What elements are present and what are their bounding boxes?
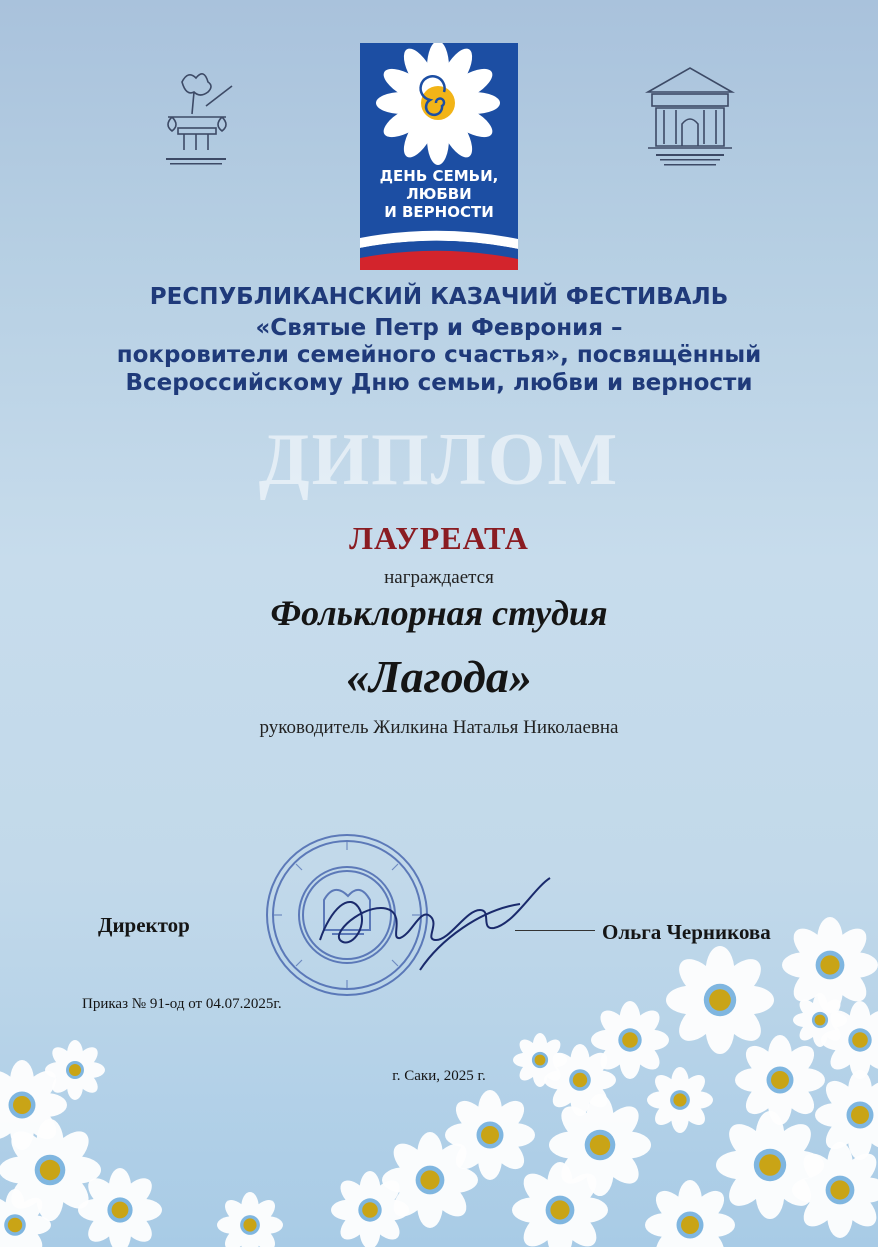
awarded-text: награждается <box>384 567 494 588</box>
ministry-culture-logo <box>150 62 242 172</box>
festival-heading-line-3: покровители семейного счастья», посвящённый <box>116 342 762 368</box>
order-reference: Приказ № 91-од от 04.07.2025г. <box>82 996 282 1012</box>
director-name: Ольга Черникова <box>602 920 771 944</box>
festival-heading-line-4: Всероссийскому Дню семьи, любви и верности <box>125 370 753 396</box>
place-and-year: г. Саки, 2025 г. <box>392 1068 486 1084</box>
diploma-title: ДИПЛОМ <box>258 419 620 501</box>
festival-heading-line-2: «Святые Петр и Феврония – <box>255 315 623 341</box>
recipient-organization: Фольклорная студия <box>270 593 608 633</box>
folk-art-center-logo <box>638 62 742 172</box>
director-signature <box>300 870 560 980</box>
emblem-title-line-2: ЛЮБВИ <box>406 185 472 203</box>
family-day-emblem <box>360 43 518 270</box>
director-label: Директор <box>98 913 190 937</box>
emblem-title-line-3: И ВЕРНОСТИ <box>384 203 494 221</box>
laureate-title: ЛАУРЕАТА <box>349 520 529 556</box>
signature-line <box>515 930 595 931</box>
festival-heading-line-1: РЕСПУБЛИКАНСКИЙ КАЗАЧИЙ ФЕСТИВАЛЬ <box>149 284 729 310</box>
recipient-name: «Лагода» <box>346 651 532 702</box>
recipient-leader: руководитель Жилкина Наталья Николаевна <box>259 717 619 738</box>
daisy-emblem-graphic <box>360 43 518 270</box>
emblem-title-line-1: ДЕНЬ СЕМЬИ, <box>379 167 499 185</box>
